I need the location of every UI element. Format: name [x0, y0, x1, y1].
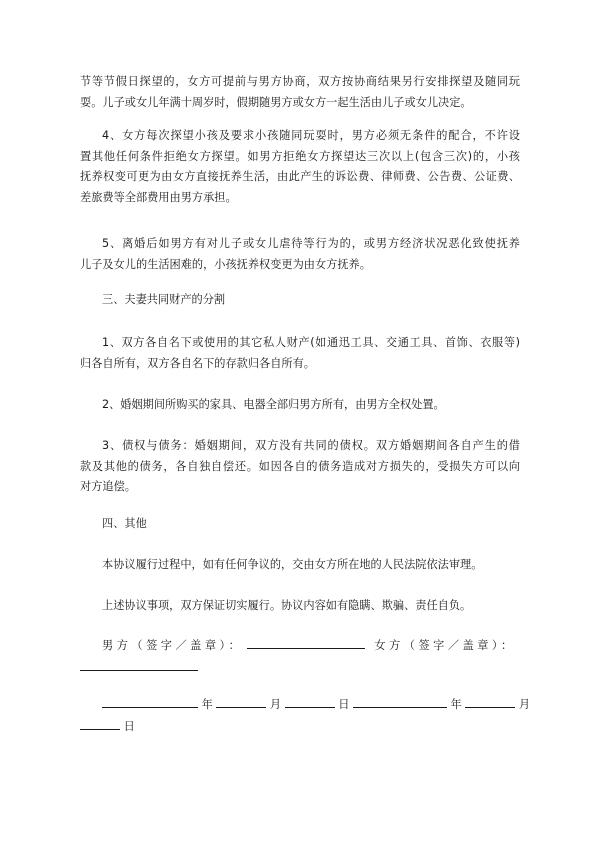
- text-line: 差旅费等全部费用由男方承担。: [80, 190, 237, 204]
- female-signature-label: 女方（签字／盖章）：: [374, 639, 516, 652]
- text-line: 置其他任何条件拒绝女方探望。如男方拒绝女方探望达三次以上(包含三次)的，小孩: [80, 149, 520, 163]
- paragraph-property-1: [80, 333, 520, 374]
- text-line: 1、双方各自名下或使用的其它私人财产(如通迅工具、交通工具、首饰、衣服等): [102, 336, 520, 349]
- text-line: 对方追偿。: [80, 480, 136, 493]
- paragraph-property-2: 2、婚姻期间所购买的家具、电器全部归男方所有，由男方全权处置。: [102, 398, 445, 411]
- text-line: 4、女方每次探望小孩及要求小孩随同玩耍时，男方必须无条件的配合，不许设: [102, 129, 520, 142]
- paragraph-visitation-holidays: [80, 72, 520, 113]
- month-label: 月: [518, 698, 531, 711]
- text-line: 节等节假日探望的，女方可提前与男方协商，双方按协商结果另行安排探望及随同玩: [80, 75, 520, 88]
- female-date-month-blank[interactable]: [465, 695, 515, 708]
- text-line: 耍。儿子或女儿年满十周岁时，假期随男方或女方一起生活由儿子或女儿决定。: [80, 95, 472, 109]
- male-date-day-blank[interactable]: [285, 695, 335, 708]
- day-label: 日: [123, 720, 135, 733]
- text-line: 抚养权变可更为由女方直接抚养生活，由此产生的诉讼费、律师费、公告费、公证费、: [80, 170, 520, 183]
- male-date-month-blank[interactable]: [216, 695, 266, 708]
- signature-row: [80, 636, 542, 656]
- male-signature-label: 男方（签字／盖章）：: [102, 639, 244, 652]
- male-date-year-blank[interactable]: [102, 695, 198, 708]
- paragraph-dispute: 本协议履行过程中，如有任何争议的，交由女方所在地的人民法院依法审理。: [102, 558, 483, 571]
- year-label: 年: [201, 698, 213, 711]
- female-signature-blank[interactable]: [80, 658, 198, 671]
- female-date-year-blank[interactable]: [353, 695, 447, 708]
- month-label: 月: [269, 698, 282, 711]
- text-line: 款及其他的债务，各自独自偿还。如因各自的债务造成对方损失的，受损失方可以向: [80, 459, 520, 473]
- paragraph-guarantee: 上述协议事项，双方保证切实履行。协议内容如有隐瞒、欺骗、责任自负。: [102, 599, 472, 612]
- female-date-day-blank[interactable]: [80, 717, 120, 730]
- signature-row-continued: [80, 658, 520, 678]
- male-signature-blank[interactable]: [247, 636, 365, 649]
- day-label: 日: [338, 698, 350, 711]
- text-line: 儿子及女儿的生活困难的，小孩抚养权变更为由女方抚养。: [80, 257, 371, 271]
- date-row-continued: [80, 717, 520, 737]
- text-line: 5、离婚后如男方有对儿子或女儿虐待等行为的，或男方经济状况恶化致使抚养: [102, 237, 520, 250]
- year-label: 年: [450, 698, 462, 711]
- paragraph-clause-5: [80, 234, 520, 275]
- text-line: 归各自所有，双方各自名下的存款归各自所有。: [80, 356, 315, 370]
- text-line: 3、债权与债务：婚姻期间，双方没有共同的债权。双方婚姻期间各自产生的借: [102, 439, 520, 452]
- section-heading-other: 四、其他: [102, 517, 147, 530]
- date-row: [80, 695, 542, 715]
- paragraph-clause-4: [80, 126, 520, 208]
- paragraph-property-3: [80, 436, 520, 498]
- section-heading-property: 三、夫妻共同财产的分割: [102, 293, 226, 306]
